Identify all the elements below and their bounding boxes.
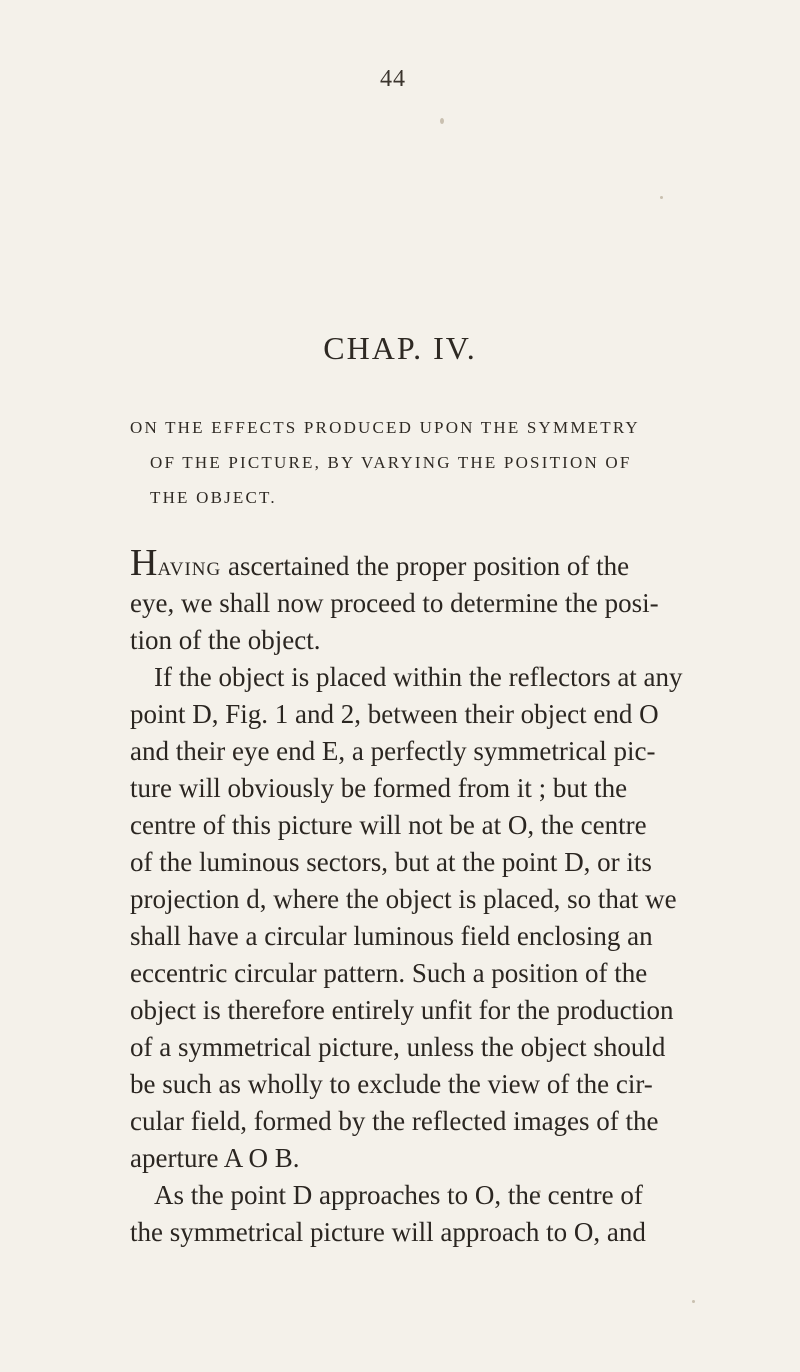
body-line: object is therefore entirely unfit for the production bbox=[130, 995, 674, 1025]
subtitle-line: ON THE EFFECTS PRODUCED UPON THE SYMMETRY bbox=[130, 418, 640, 437]
body-line: the symmetrical picture will approach to O, and bbox=[130, 1217, 646, 1247]
body-line: centre of this picture will not be at O, the centre bbox=[130, 810, 647, 840]
body-line: shall have a circular luminous field enclosing an bbox=[130, 921, 653, 951]
body-first-line bbox=[130, 542, 785, 585]
chapter-subtitle bbox=[130, 410, 770, 515]
page-number: 44 bbox=[380, 66, 406, 92]
body-line: If the object is placed within the reflectors at any bbox=[154, 662, 683, 692]
body-line: ture will obviously be formed from it ; but the bbox=[130, 773, 628, 803]
drop-cap: H bbox=[130, 542, 158, 584]
body-line: and their eye end E, a perfectly symmetrical pic- bbox=[130, 736, 656, 766]
chapter-title: CHAP. IV. bbox=[323, 330, 477, 366]
paper-speck bbox=[538, 1190, 541, 1193]
body-line: tion of the object. bbox=[130, 625, 321, 655]
first-line-rest: ascertained the proper position of the bbox=[221, 551, 630, 581]
paper-speck bbox=[692, 1300, 695, 1303]
subtitle-line: OF THE PICTURE, BY VARYING THE POSITION OF bbox=[150, 453, 632, 472]
body-line: cular field, formed by the reflected images of the bbox=[130, 1106, 659, 1136]
body-line: aperture A O B. bbox=[130, 1143, 300, 1173]
body-line: As the point D approaches to O, the centre of bbox=[154, 1180, 643, 1210]
paper-speck bbox=[440, 118, 444, 124]
subtitle-line: THE OBJECT. bbox=[150, 488, 277, 507]
body-line: projection d, where the object is placed, so that we bbox=[130, 884, 677, 914]
body-line: of the luminous sectors, but at the point D, or its bbox=[130, 847, 652, 877]
drop-cap-smallcaps: aving bbox=[157, 551, 222, 581]
body-text bbox=[130, 542, 785, 1251]
paper-speck bbox=[660, 196, 663, 199]
body-line: eccentric circular pattern. Such a position of the bbox=[130, 958, 648, 988]
body-line: point D, Fig. 1 and 2, between their object end O bbox=[130, 699, 659, 729]
body-line: eye, we shall now proceed to determine the posi- bbox=[130, 588, 659, 618]
body-line: of a symmetrical picture, unless the object should bbox=[130, 1032, 666, 1062]
body-line: be such as wholly to exclude the view of the cir- bbox=[130, 1069, 653, 1099]
